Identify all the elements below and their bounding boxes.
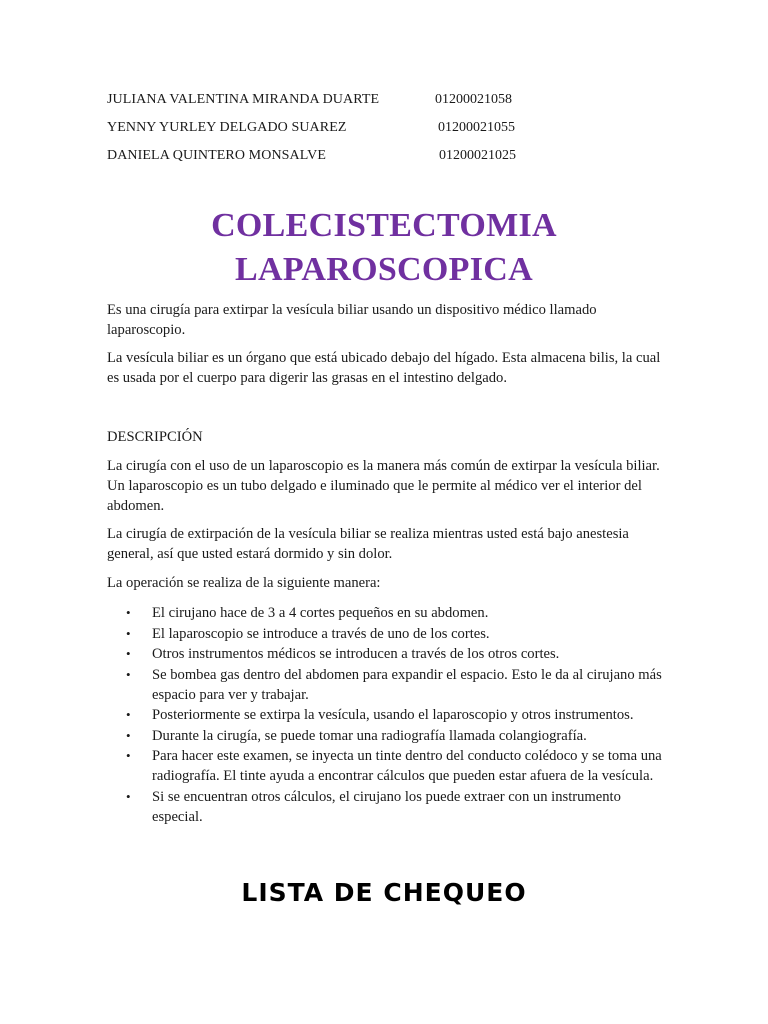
list-item [107, 644, 667, 664]
author-name: JULIANA VALENTINA MIRANDA DUARTE [107, 92, 380, 107]
bullet-icon: • [126, 748, 131, 763]
list-item-text: Posteriormente se extirpa la vesícula, usando el laparoscopio y otros instrumentos. [152, 707, 634, 723]
bullet-icon: • [126, 788, 131, 804]
author-id: 01200021055 [438, 120, 515, 135]
author-row [107, 147, 627, 175]
bullet-icon: • [126, 727, 131, 743]
bullet-icon: • [126, 605, 131, 620]
bullet-icon: • [126, 707, 131, 722]
procedure-steps-list [107, 603, 667, 827]
list-item-text: El laparoscopio se introduce a través de uno de los cortes. [152, 625, 490, 642]
intro-paragraph-1: Es una cirugía para extirpar la vesícula biliar usando un dispositivo médico llamado laparoscopio. [107, 302, 597, 338]
list-item-text: Para hacer este examen, se inyecta un tinte dentro del conducto colédoco y se toma una radiografía. El tinte ayuda a encontrar cálculos que pueden estar afuera de la vesícula. [152, 748, 662, 784]
list-item-text: Si se encuentran otros cálculos, el cirujano los puede extraer con un instrumento especial. [152, 788, 621, 825]
list-item-text: Se bombea gas dentro del abdomen para expandir el espacio. Esto le da al cirujano más espacio para ver y trabajar. [152, 666, 662, 703]
list-item-text: El cirujano hace de 3 a 4 cortes pequeños en su abdomen. [152, 605, 489, 621]
list-item [107, 705, 667, 725]
list-item-text: Otros instrumentos médicos se introducen a través de los otros cortes. [152, 646, 560, 662]
list-item [107, 726, 667, 746]
document-title-line-2: LAPAROSCOPICA [235, 251, 533, 288]
list-item [107, 603, 667, 623]
author-list [107, 91, 627, 175]
author-row [107, 91, 627, 119]
author-row [107, 119, 627, 147]
checklist-heading: LISTA DE CHEQUEO [241, 878, 527, 907]
document-title-line-1: COLECISTECTOMIA [211, 207, 557, 244]
description-paragraph-1: La cirugía con el uso de un laparoscopio es la manera más común de extirpar la vesícula biliar. Un laparoscopio es un tubo delgado e iluminado que le permite al médico ver el interior del abdomen. [107, 458, 660, 514]
list-item [107, 787, 667, 827]
author-id: 01200021058 [435, 92, 512, 107]
bullet-icon: • [126, 625, 131, 641]
list-item [107, 746, 667, 786]
description-heading: DESCRIPCIÓN [107, 429, 203, 445]
list-item-text: Durante la cirugía, se puede tomar una radiografía llamada colangiografía. [152, 727, 587, 744]
description-paragraph-3: La operación se realiza de la siguiente manera: [107, 575, 381, 591]
author-name: YENNY YURLEY DELGADO SUAREZ [107, 120, 347, 135]
description-paragraph-2: La cirugía de extirpación de la vesícula biliar se realiza mientras usted está bajo anestesia general, así que usted estará dormido y sin dolor. [107, 526, 629, 562]
bullet-icon: • [126, 646, 131, 661]
list-item [107, 624, 667, 644]
bullet-icon: • [126, 666, 131, 682]
intro-paragraph-2: La vesícula biliar es un órgano que está ubicado debajo del hígado. Esta almacena bilis, la cual es usada por el cuerpo para digerir las grasas en el intestino delgado. [107, 350, 661, 386]
list-item [107, 665, 667, 705]
author-id: 01200021025 [439, 148, 516, 163]
author-name: DANIELA QUINTERO MONSALVE [107, 148, 326, 163]
